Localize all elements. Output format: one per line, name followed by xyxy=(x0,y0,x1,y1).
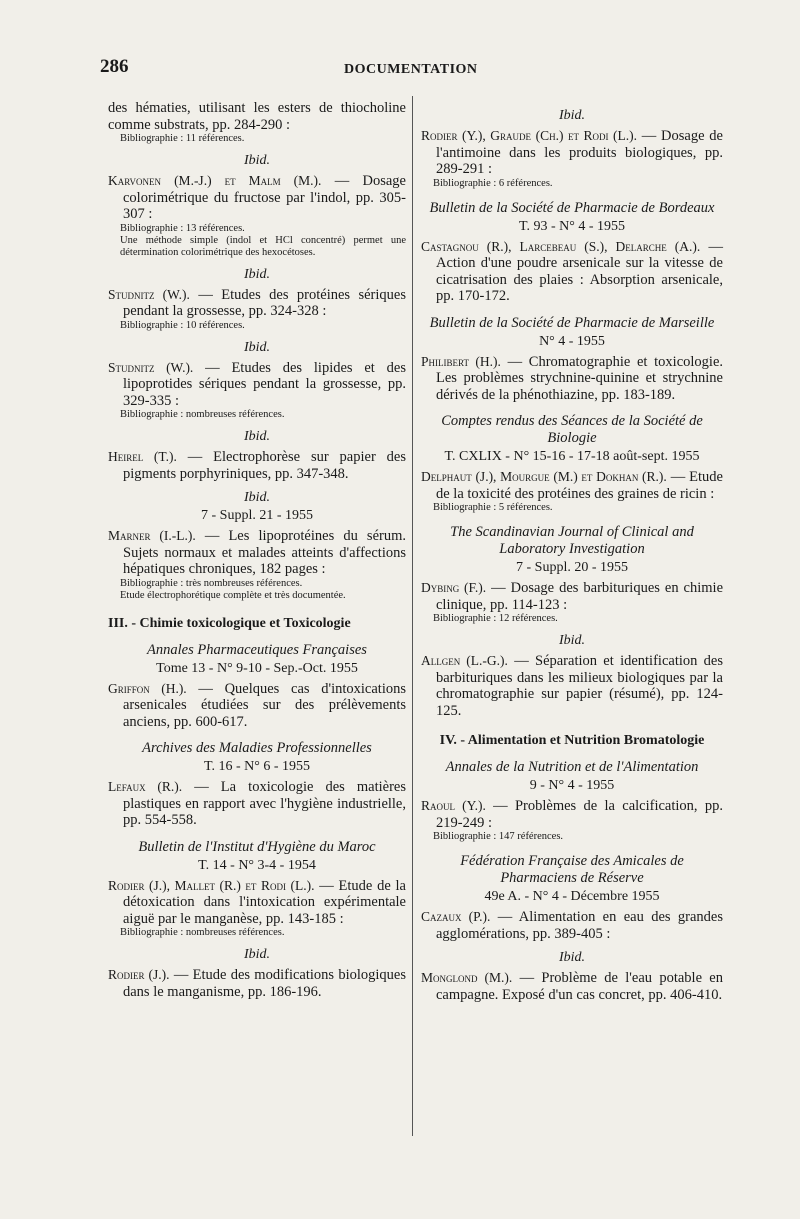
entry-title: — Action d'une poudre arsenicale sur la vitesse de cicatrisation des plaies : Absorption arsenicale, pp. 170-172. xyxy=(436,238,724,304)
entry-author: Studnitz (W.). xyxy=(108,359,194,375)
entry-text xyxy=(421,128,723,178)
bibliography-note: Bibliographie : 147 références. xyxy=(433,831,564,842)
issue-heading: T. 93 - N° 4 - 1955 xyxy=(518,218,626,234)
entry-text xyxy=(421,970,723,1003)
ibid-heading: Ibid. xyxy=(558,633,586,648)
issue-heading: T. 16 - N° 6 - 1955 xyxy=(203,759,311,774)
journal-title: Fédération Française des Amicales de Pharmaciens de Réserve xyxy=(460,853,684,886)
bibliography-note: Bibliographie : 10 références. xyxy=(120,319,245,331)
bibliography-note: Bibliographie : très nombreuses références. xyxy=(120,577,303,589)
entry-title: — Etude de la détoxication dans l'intoxication expérimentale aiguë par le manganèse, pp. 143-185 : xyxy=(123,877,406,927)
entry-text xyxy=(108,779,406,829)
ibid-heading: Ibid. xyxy=(243,339,271,355)
bibliographic-entry xyxy=(108,173,406,223)
entry-title: — Problèmes de la calcification, pp. 219-249 : xyxy=(436,798,723,831)
journal-title: Annales Pharmaceutiques Françaises xyxy=(147,641,367,658)
bibliography-note: Bibliographie : 6 références. xyxy=(433,177,553,189)
bibliographic-entry xyxy=(421,653,723,719)
entry-author: Raoul (Y.). xyxy=(421,798,486,813)
section-heading: IV. - Alimentation et Nutrition Bromatologie xyxy=(439,733,705,748)
entry-author: Delphaut (J.), Mourgue (M.) et Dokhan (R.). xyxy=(421,469,667,484)
entry-author: Philibert (H.). xyxy=(421,353,501,369)
column-divider xyxy=(412,96,413,1136)
entry-title: — Alimentation en eau des grandes agglomérations, pp. 389-405 : xyxy=(436,909,723,942)
entry-title: — Problème de l'eau potable en campagne. Exposé d'un cas concret, pp. 406-410. xyxy=(436,970,723,1003)
entry-author: Cazaux (P.). xyxy=(421,909,491,924)
entry-text xyxy=(108,878,406,928)
entry-text xyxy=(421,354,723,404)
ibid-heading: Ibid. xyxy=(243,153,271,168)
entry-text xyxy=(421,580,723,613)
entry-author: Rodier (J.), Mallet (R.) et Rodi (L.). xyxy=(108,877,315,893)
issue-heading: 7 - Suppl. 20 - 1955 xyxy=(516,560,628,575)
entry-text xyxy=(108,528,406,578)
entry-text xyxy=(421,469,723,502)
entry-text xyxy=(108,173,406,223)
entry-text xyxy=(421,653,723,719)
entry-title: — Etude de la toxicité des protéines des graines de ricin : xyxy=(436,469,723,502)
bibliographic-entry xyxy=(421,128,723,178)
entry-author: Karvonen (M.-J.) et Malm (M.). xyxy=(108,173,322,188)
bibliographic-entry xyxy=(108,878,406,928)
bibliography-note: Bibliographie : 11 références. xyxy=(120,133,245,144)
entry-author: Rodier (J.). xyxy=(108,967,170,982)
entry-text xyxy=(421,798,723,831)
bibliographic-entry xyxy=(108,449,406,482)
entry-text xyxy=(108,681,406,731)
page-number: 286 xyxy=(100,56,129,77)
body-text: des hématies, utilisant les esters de thiocholine comme substrats, pp. 284-290 : xyxy=(108,100,406,133)
entry-title: — La toxicologie des matières plastiques en rapport avec l'hygiène industrielle, pp. 554-558. xyxy=(123,779,406,828)
entry-author: Dybing (F.). xyxy=(421,580,487,595)
entry-title: — Etudes des protéines sériques pendant la grossesse, pp. 324-328 : xyxy=(123,286,406,319)
issue-heading: N° 4 - 1955 xyxy=(539,333,605,349)
ibid-heading: Ibid. xyxy=(558,950,586,965)
entry-author: Monglond (M.). xyxy=(421,970,513,985)
entry-text xyxy=(108,449,406,482)
left-column xyxy=(108,100,406,1000)
bibliographic-entry xyxy=(421,909,723,942)
entry-title: — Dosage colorimétrique du fructose par l'indol, pp. 305-307 : xyxy=(123,173,406,222)
entry-author: Marner (I.-L.). xyxy=(108,528,196,543)
ibid-heading: Ibid. xyxy=(243,266,271,282)
bibliographic-entry xyxy=(421,580,723,613)
entry-title: — Chromatographie et toxicologie. Les problèmes strychnine-quinine et strychnine dérivés de la phénothiazine, pp. 183-189. xyxy=(436,353,724,403)
ibid-heading: Ibid. xyxy=(243,947,271,962)
entry-title: — Dosage des barbituriques en chimie clinique, pp. 114-123 : xyxy=(436,580,724,613)
entry-text xyxy=(421,909,723,942)
entry-author: Lefaux (R.). xyxy=(108,779,183,794)
entry-author: Castagnou (R.), Larcebeau (S.), Delarche (A.). xyxy=(421,238,701,254)
entry-author: Allgen (L.-G.). xyxy=(421,653,508,668)
entry-title: — Etudes des lipides et des lipoprotides sériques pendant la grossesse, pp. 329-335 : xyxy=(123,359,406,409)
entry-title: — Dosage de l'antimoine dans les produits biologiques, pp. 289-291 : xyxy=(436,128,723,177)
journal-title: Archives des Maladies Professionnelles xyxy=(142,740,372,756)
ibid-heading: Ibid. xyxy=(243,490,271,505)
bibliographic-entry xyxy=(108,360,406,410)
bibliographic-entry xyxy=(421,798,723,831)
bibliographic-entry xyxy=(108,967,406,1000)
entry-author: Studnitz (W.). xyxy=(108,286,190,302)
bibliography-note: Bibliographie : 5 références. xyxy=(433,502,553,513)
bibliographic-entry xyxy=(421,239,723,305)
bibliography-note: Bibliographie : nombreuses références. xyxy=(120,927,285,938)
bibliography-note: Bibliographie : 12 références. xyxy=(433,613,558,624)
bibliographic-entry xyxy=(108,681,406,731)
ibid-heading: Ibid. xyxy=(558,108,586,123)
bibliographic-entry xyxy=(108,528,406,578)
entry-text xyxy=(421,239,723,305)
bibliographic-entry xyxy=(421,354,723,404)
entry-author: Griffon (H.). xyxy=(108,680,187,696)
entry-author: Rodier (Y.), Graude (Ch.) et Rodi (L.). xyxy=(421,128,637,143)
bibliographic-entry xyxy=(108,287,406,320)
entry-title: — Etude des modifications biologiques dans le manganisme, pp. 186-196. xyxy=(123,967,406,1000)
ibid-heading: Ibid. xyxy=(243,429,271,444)
entry-text xyxy=(108,287,406,320)
issue-heading: Tome 13 - N° 9-10 - Sep.-Oct. 1955 xyxy=(156,660,358,676)
issue-heading: T. CXLIX - N° 15-16 - 17-18 août-sept. 1955 xyxy=(444,449,700,464)
journal-title: Comptes rendus des Séances de la Société de Biologie xyxy=(441,413,703,446)
section-heading: III. - Chimie toxicologique et Toxicologie xyxy=(108,615,351,631)
right-column xyxy=(421,100,723,1003)
entry-title: — Quelques cas d'intoxications arsenicales étudiées sur des prélèvements anciens, pp. 600-617. xyxy=(123,680,406,730)
entry-text xyxy=(108,360,406,410)
bibliography-note: Etude électrophorétique complète et très documentée. xyxy=(120,589,346,601)
journal-title: Bulletin de la Société de Pharmacie de Marseille xyxy=(429,314,715,331)
journal-title: The Scandinavian Journal of Clinical and Laboratory Investigation xyxy=(450,524,694,557)
issue-heading: 7 - Suppl. 21 - 1955 xyxy=(201,508,313,523)
bibliography-note: Une méthode simple (indol et HCl concentré) permet une détermination colorimétrique des hexocétoses. xyxy=(120,234,406,258)
entry-title: — Electrophorèse sur papier des pigments porphyriniques, pp. 347-348. xyxy=(123,449,406,482)
entry-title: — Séparation et identification des barbituriques dans les milieux biologiques par la chromatographie sur papier (résumé), pp. 124-125. xyxy=(436,653,723,719)
journal-title: Annales de la Nutrition et de l'Alimentation xyxy=(445,759,699,775)
entry-title: — Les lipoprotéines du sérum. Sujets normaux et malades atteints d'affections hépatiques chroniques, 182 pages : xyxy=(123,528,406,577)
journal-title: Bulletin de la Société de Pharmacie de Bordeaux xyxy=(429,199,715,216)
issue-heading: 49e A. - N° 4 - Décembre 1955 xyxy=(484,889,660,904)
journal-title: Bulletin de l'Institut d'Hygiène du Maroc xyxy=(138,838,376,855)
issue-heading: 9 - N° 4 - 1955 xyxy=(529,778,615,793)
bibliographic-entry xyxy=(108,779,406,829)
bibliography-note: Bibliographie : nombreuses références. xyxy=(120,409,285,420)
issue-heading: T. 14 - N° 3-4 - 1954 xyxy=(198,857,316,873)
running-head: DOCUMENTATION xyxy=(344,62,478,77)
bibliography-note: Bibliographie : 13 références. xyxy=(120,222,245,234)
entry-text xyxy=(108,967,406,1000)
bibliographic-entry xyxy=(421,970,723,1003)
bibliographic-entry xyxy=(421,469,723,502)
entry-author: Heirel (T.). xyxy=(108,449,177,464)
